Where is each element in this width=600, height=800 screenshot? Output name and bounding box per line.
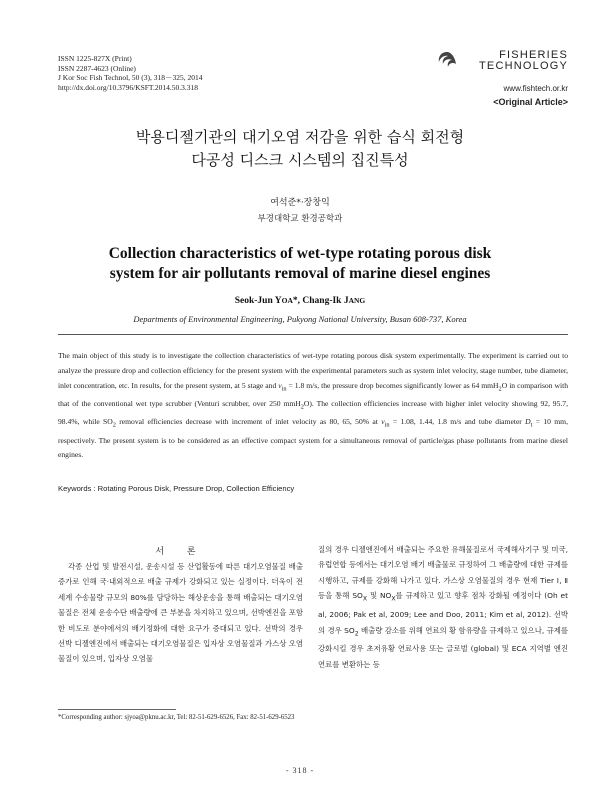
issn-print: ISSN 1225-827X (Print) (58, 54, 132, 63)
issn-online: ISSN 2287-4623 (Online) (58, 63, 136, 73)
page-number: - 318 - (285, 766, 315, 775)
intro-paragraph-left: 각종 산업 및 발전시설, 운송시설 등 산업활동에 따른 대기오염물질 배출 증가로 인해 국·내외적으로 배출 규제가 강화되고 있는 실정이다. 더욱이 전 세계 수송물량 규모의 80%를 담당하는 해상운송을 통해 배출되는 대기오염물질은 전체 운송수단 배출량에 큰 부분을 차지하고 있으며, 선박엔진을 포함한 비도로 분야에서의 배기정화에 대한 요구가 증대되고 있다. 선박의 경우 선박 디젤엔진에서 배출되는 대기오염물질은 입자상 오염물질과 가스상 오염물질이 있으며, 입자상 오염물 (58, 562, 303, 664)
journal-logo-icon (436, 50, 458, 72)
korean-affiliation: 부경대학교 환경공학과 (257, 214, 343, 224)
citation-block (58, 54, 358, 92)
doi-link[interactable]: http://dx.doi.org/10.3796/KSFT.2014.50.3.318 (58, 82, 198, 92)
author2-first: Chang-Ik (302, 296, 344, 306)
abstract (58, 349, 568, 463)
var-d: D (525, 417, 531, 427)
intro-right-text-a: 질의 경우 디젤엔진에서 배출되는 주요한 유해물질로서 국제해사기구 및 미국, 유럽연합 등에서는 대기오염 배기 배출물로 규정하여 그 배출량에 대한 규제를 시행하고, 규제를 강화해 나가고 있다. 가스상 오염물질의 경우 현재 Tier Ⅰ, Ⅱ 등을 통해 SO (318, 545, 568, 601)
korean-title-line1: 박용디젤기관의 대기오염 저감을 위한 습식 회전형 (135, 128, 465, 146)
so2-sub-right: 2 (354, 629, 359, 637)
intro-right-text-b: 및 NO (367, 591, 392, 601)
logo-text-technology: TECHNOLOGY (478, 60, 568, 72)
journal-url[interactable]: www.fishtech.or.kr (503, 84, 568, 93)
footnote-divider (58, 709, 176, 710)
journal-logo (458, 49, 568, 72)
logo-text-fisheries: FISHERIES (499, 49, 568, 61)
intro-paragraph-right (318, 542, 568, 672)
abstract-text-1: The main object of this study is to investigate the collection characteristics of wet-type rotating porous disk system experimentally. The experiment is carried out to analyze the pressure drop and collection efficiency for the present system with the experimental parameters such as system inlet velocity, stage number, tube diameter, inlet concentration, etc. In results, for the present system, at 5 stage and (58, 351, 568, 390)
article-type-label: <Original Article> (493, 97, 568, 107)
var-v: v (278, 380, 282, 390)
var-v-2: v (381, 417, 385, 427)
abstract-text-2: = 1.8 m/s, the pressure drop becomes significantly lower as 64 mmH (286, 380, 499, 390)
abstract-text-5: removal efficiencies decrease with increment of inlet velocity as 80, 65, 50% at (115, 417, 382, 427)
nox-sub: X (391, 595, 396, 603)
header-divider (58, 334, 568, 335)
intro-column-right (318, 542, 568, 672)
h2o-sub: 2 (498, 385, 502, 393)
author1-last-rest: OA (281, 296, 293, 305)
abstract-text-4: O). The collection efficiencies increase with higher inlet velocity showing 92, 95.7, 98.4%, while SO (58, 398, 568, 427)
intro-right-text-d: 배출량 감소를 위해 연료의 황 함유량을 규제하고 있으나, 규제를 강화시킬 경우 초저유황 연료사용 또는 글로벌 (global) 및 ECA 지역별 엔진 연료를 변환하는 등 (318, 625, 568, 669)
keywords: Keywords : Rotating Porous Disk, Pressure Drop, Collection Efficiency (58, 484, 295, 493)
journal-citation: J Kor Soc Fish Technol, 50 (3), 318－325, 2014 (58, 73, 203, 82)
korean-title-line2: 다공성 디스크 시스템의 집진특성 (191, 151, 409, 169)
intro-right-text-c: 를 규제하고 있고 향후 점차 강화될 예정이다 (Oh et al, 2006; Pak et al, 2009; Lee and Doo, 2011; Kim et al, 2012). 선박의 경우 SO (318, 591, 568, 635)
var-v-sub: in (281, 385, 287, 393)
author2-last-cap: J (343, 296, 349, 306)
english-title-line1: Collection characteristics of wet-type rotating porous disk (108, 245, 492, 262)
english-title (40, 244, 560, 284)
author1-first: Seok-Jun (234, 296, 275, 306)
korean-title (40, 126, 560, 172)
author2-last-rest: ANG (348, 296, 366, 305)
intro-column-left (58, 559, 303, 667)
abstract-text-3: O in comparison with that of the conventional wet type scrubber (Venturi scrubber, over 250 mmH (58, 380, 568, 408)
english-affiliation: Departments of Environmental Engineering, Pukyong National University, Busan 608-737, Korea (133, 314, 467, 324)
var-v-sub-2: in (384, 421, 390, 429)
sox-sub: X (362, 595, 368, 603)
author-separator: *, (292, 296, 303, 306)
english-title-line2: system for air pollutants removal of marine diesel engines (109, 265, 491, 282)
abstract-text-6: = 1.08, 1.44, 1.8 m/s and tube diameter (389, 417, 526, 427)
so2-sub: 2 (112, 421, 116, 429)
english-authors (40, 296, 560, 306)
section-heading-introduction: 서 론 (155, 547, 206, 557)
corresponding-author-footnote: *Corresponding author: sjyoa@pknu.ac.kr, Tel: 82-51-629-6526, Fax: 82-51-629-6523 (58, 714, 295, 721)
korean-authors: 여석준*·장창익 (270, 198, 330, 208)
author1-last-cap: Y (274, 296, 282, 306)
var-d-sub: t (530, 421, 533, 429)
abstract-text-7: = 10 mm, respectively. The present system is to be considered as an effective compact system for a simultaneous removal of particle/gas phase pollutants from marine diesel engines. (58, 417, 568, 460)
h2o-sub-2: 2 (300, 403, 304, 411)
